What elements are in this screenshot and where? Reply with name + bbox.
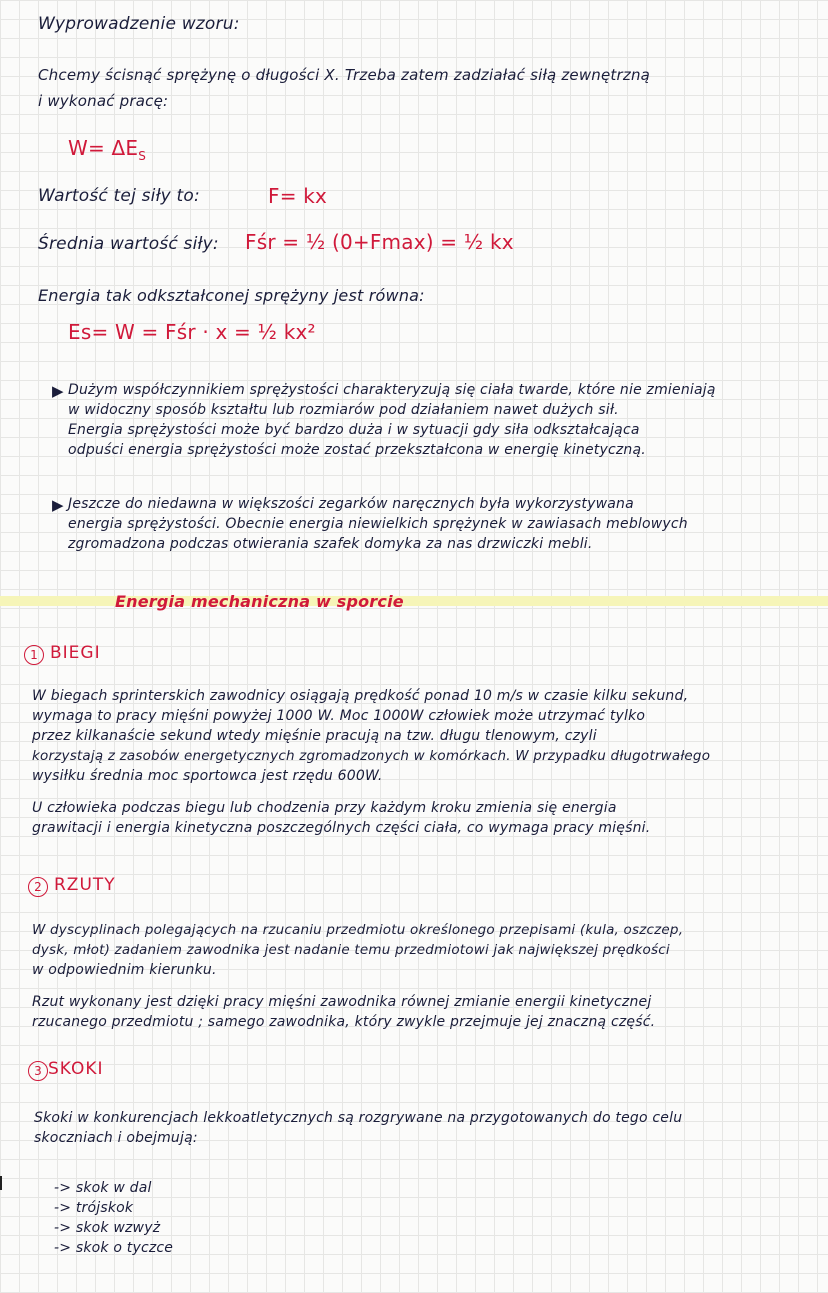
page-heading: Wyprowadzenie wzoru: (38, 14, 240, 34)
note-2-line-1: Jeszcze do niedawna w większości zegarków naręcznych była wykorzystywana (68, 496, 634, 512)
section-3-number: 3 (28, 1061, 48, 1081)
section-2-number: 2 (28, 877, 48, 897)
running-line-1: W biegach sprinterskich zawodnicy osiągają prędkość ponad 10 m/s w czasie kilku sekund, (32, 688, 689, 704)
throws-line-5: rzucanego przedmiotu ; samego zawodnika, który zwykle przejmuje jej znaczną część. (32, 1014, 656, 1030)
derivation-line-2: i wykonać pracę: (38, 92, 169, 110)
section-3-title: SKOKI (48, 1059, 104, 1079)
note-1-line-4: odpuści energia sprężystości może zostać przekształcona w energię kinetyczną. (68, 442, 646, 458)
jumps-line-2: skoczniach i obejmują: (34, 1130, 198, 1146)
running-line-2: wymaga to pracy mięśni powyżej 1000 W. Moc 1000W człowiek może utrzymać tylko (32, 708, 646, 724)
throws-line-2: dysk, młot) zadaniem zawodnika jest nadanie temu przedmiotowi jak największej prędkości (32, 942, 670, 958)
section-2-title: RZUTY (54, 875, 116, 895)
running-line-3: przez kilkanaście sekund wtedy mięśnie pracują na tzw. długu tlenowym, czyli (32, 728, 597, 744)
note-1-line-3: Energia sprężystości może być bardzo duża i w sytuacji gdy siła odkształcająca (68, 422, 640, 438)
section-1-number: 1 (24, 645, 44, 665)
mechanical-energy-title: Energia mechaniczna w sporcie (115, 592, 404, 611)
throws-line-1: W dyscyplinach polegających na rzucaniu przedmiotu określonego przepisami (kula, oszczep, (32, 922, 684, 938)
jumps-list-item: -> skok o tyczce (54, 1240, 174, 1256)
energy-label: Energia tak odkształconej sprężyny jest równa: (38, 286, 425, 305)
note-2-line-2: energia sprężystości. Obecnie energia niewielkich sprężynek w zawiasach meblowych (68, 516, 688, 532)
jumps-list-item: -> trójskok (54, 1200, 134, 1216)
running-line-6: U człowieka podczas biegu lub chodzenia przy każdym kroku zmienia się energia (32, 800, 617, 816)
running-line-7: grawitacji i energia kinetyczna poszczególnych części ciała, co wymaga pracy mięśni. (32, 820, 651, 836)
throws-line-4: Rzut wykonany jest dzięki pracy mięśni zawodnika równej zmianie energii kinetycznej (32, 994, 652, 1010)
jumps-list-item: -> skok w dal (54, 1180, 152, 1196)
jumps-line-1: Skoki w konkurencjach lekkoatletycznych są rozgrywane na przygotowanych do tego celu (34, 1110, 683, 1126)
throws-line-3: w odpowiednim kierunku. (32, 962, 217, 978)
force-formula: F= kx (268, 184, 328, 208)
mean-force-label: Średnia wartość siły: (38, 234, 219, 254)
note-2-line-3: zgromadzona podczas otwierania szafek domyka za nas drzwiczki mebli. (68, 536, 593, 552)
force-label: Wartość tej siły to: (38, 186, 200, 206)
derivation-line-1: Chcemy ścisnąć sprężynę o długości X. Trzeba zatem zadziałać siłą zewnętrzną (38, 66, 651, 84)
jumps-list-item: -> skok wzwyż (54, 1220, 161, 1236)
mean-force-formula: Fśr = ½ (0+Fmax) = ½ kx (245, 230, 514, 254)
energy-formula: Es= W = Fśr · x = ½ kx² (68, 320, 316, 344)
margin-mark (0, 1176, 8, 1190)
note-1-marker: ▶ (52, 382, 64, 400)
section-1-title: BIEGI (50, 643, 101, 663)
note-1-line-1: Dużym współczynnikiem sprężystości charakteryzują się ciała twarde, które nie zmieniają (68, 382, 716, 398)
running-line-4: korzystają z zasobów energetycznych zgromadzonych w komórkach. W przypadku długotrwałego (32, 748, 711, 764)
note-2-marker: ▶ (52, 496, 64, 514)
note-1-line-2: w widoczny sposób kształtu lub rozmiarów pod działaniem nawet dużych sił. (68, 402, 619, 418)
work-formula: $W= \Delta E_S$ (68, 136, 147, 163)
running-line-5: wysiłku średnia moc sportowca jest rzędu 600W. (32, 768, 383, 784)
